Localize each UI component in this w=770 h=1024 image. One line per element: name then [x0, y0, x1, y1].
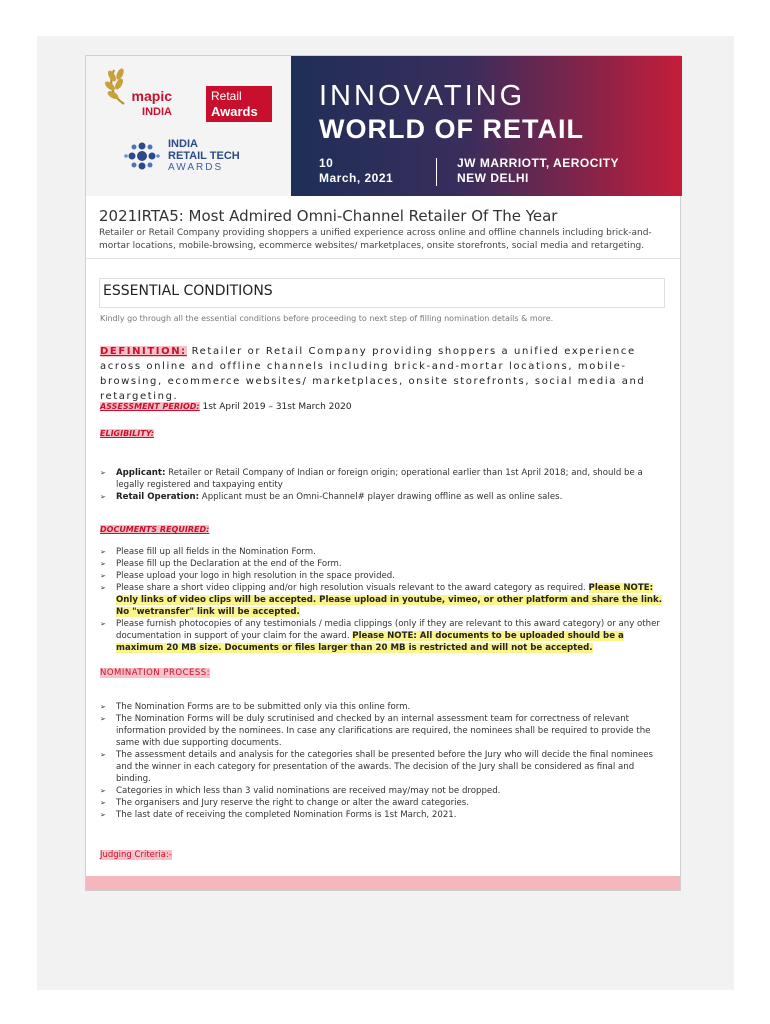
headline-world-of-retail: WORLD OF RETAIL [319, 114, 584, 144]
list-item-highlight: Please NOTE: Only links of video clips will be accepted. Please upload in youtube, vimeo, or other platform and share the link. No "wetransfer" link will be accepted. [116, 583, 662, 617]
rt-line3: AWARDS [168, 162, 224, 173]
instructions-note: Kindly go through all the essential conditions before proceeding to next step of filling nomination details & more. [100, 314, 554, 323]
definition-paragraph [100, 344, 666, 404]
awards-word: Awards [211, 104, 258, 119]
process-list [100, 701, 670, 821]
india-retail-tech-awards-logo [124, 136, 284, 176]
event-venue-line1: JW MARRIOTT, AEROCITY [457, 156, 620, 170]
list-item-bold: Retail Operation: [116, 492, 200, 502]
award-title: 2021IRTA5: Most Admired Omni-Channel Retailer Of The Year [99, 207, 558, 225]
section-title: ESSENTIAL CONDITIONS [103, 283, 273, 299]
list-item: ➢ The assessment details and analysis for the categories shall be presented before the Jury who will decide the final nominees and the winner in each category for presentation of the awards. The decision of the Jury shall be considered as final and binding. [100, 749, 670, 785]
mapic-india-word: INDIA [142, 106, 172, 118]
list-item-text: Please furnish photocopies of any testimonials / media clippings (only if they are relevant to this award category) or any other documentation in support of your claim for the award. [116, 619, 660, 641]
event-venue [457, 156, 619, 186]
mapic-word: mapic [131, 88, 172, 104]
event-venue-line2: NEW DELHI [457, 171, 529, 185]
retail-awards-badge [206, 86, 272, 122]
mapic-wordmark [106, 83, 176, 121]
list-item: ➢ Categories in which less than 3 valid nominations are received may/may not be dropped. [100, 785, 670, 797]
list-item [100, 582, 670, 618]
event-date-month: March, 2021 [319, 171, 394, 185]
document-page [85, 55, 681, 891]
eligibility-label: ELIGIBILITY: [100, 429, 154, 438]
list-item: ➢ The Nomination Forms are to be submitted only via this online form. [100, 701, 670, 713]
definition-text: Retailer or Retail Company providing shoppers a unified experience across online and offline channels including brick-and-mortar locations, mobile-browsing, ecommerce websites/ marketplaces, onsite storefronts, social media and retargeting. [100, 346, 646, 402]
list-item-bold: Applicant: [116, 468, 166, 478]
documents-list [100, 546, 670, 654]
retail-word: Retail [211, 89, 242, 103]
nomination-process-label: NOMINATION PROCESS: [100, 668, 211, 678]
list-item [100, 491, 670, 503]
banner-headline-panel [291, 56, 682, 196]
footer-highlight-bar [86, 876, 680, 890]
list-item-text: Please upload your logo in high resolution in the space provided. [116, 571, 395, 581]
list-item: ➢ The organisers and Jury reserve the right to change or alter the award categories. [100, 797, 670, 809]
list-item [100, 618, 670, 654]
retail-tech-wordmark [168, 138, 240, 174]
section-header-box [99, 278, 665, 308]
assessment-value: 1st April 2019 – 31st March 2020 [199, 402, 352, 412]
network-dots-icon [124, 140, 160, 172]
list-item-text: Applicant must be an Omni-Channel# player drawing offline as well as online sales. [199, 492, 563, 502]
list-item-text: Retailer or Retail Company of Indian or foreign origin; operational earlier than 1st April 2018; and, should be a legally registered and taxpaying entity [116, 468, 643, 490]
assessment-label: ASSESSMENT PERIOD: [100, 402, 200, 411]
rt-line2: RETAIL TECH [168, 150, 240, 162]
assessment-period [100, 402, 352, 412]
mapic-india-logo [106, 83, 206, 121]
judging-criteria-label: Judging Criteria:- [100, 850, 172, 860]
list-item [100, 546, 670, 558]
list-item: ➢ The Nomination Forms will be duly scrutinised and checked by an internal assessment team for correctness of relevant information provided by the nominees. In case any clarifications are required, the nominees shall be required to provide the same with due supporting documents. [100, 713, 670, 749]
banner-divider [436, 158, 437, 186]
list-item [100, 570, 670, 582]
headline-innovating: INNOVATING [319, 80, 526, 112]
header-divider [86, 258, 680, 259]
list-item: ➢ The last date of receiving the completed Nomination Forms is 1st March, 2021. [100, 809, 670, 821]
list-item [100, 558, 670, 570]
banner-logo-panel [86, 56, 291, 196]
definition-label: DEFINITION: [100, 346, 187, 357]
eligibility-list [100, 467, 670, 503]
list-item-text: Please fill up all fields in the Nomination Form. [116, 547, 316, 557]
list-item-text: Please fill up the Declaration at the end of the Form. [116, 559, 342, 569]
event-banner [86, 56, 682, 196]
list-item-highlight: Please NOTE: All documents to be uploaded should be a maximum 20 MB size. Documents or files larger than 20 MB is restricted and will not be accepted. [116, 631, 624, 653]
list-item-text: Please share a short video clipping and/or high resolution visuals relevant to the award category as required. [116, 583, 589, 593]
event-date [319, 156, 393, 186]
event-date-day: 10 [319, 156, 334, 170]
list-item [100, 467, 670, 491]
award-description: Retailer or Retail Company providing shoppers a unified experience across online and offline channels including brick-and-mortar locations, mobile-browsing, ecommerce websites/ marketplaces, onsite storefronts, social media and retargeting. [99, 228, 652, 251]
documents-label: DOCUMENTS REQUIRED: [100, 525, 210, 534]
rt-line1: INDIA [168, 138, 198, 150]
